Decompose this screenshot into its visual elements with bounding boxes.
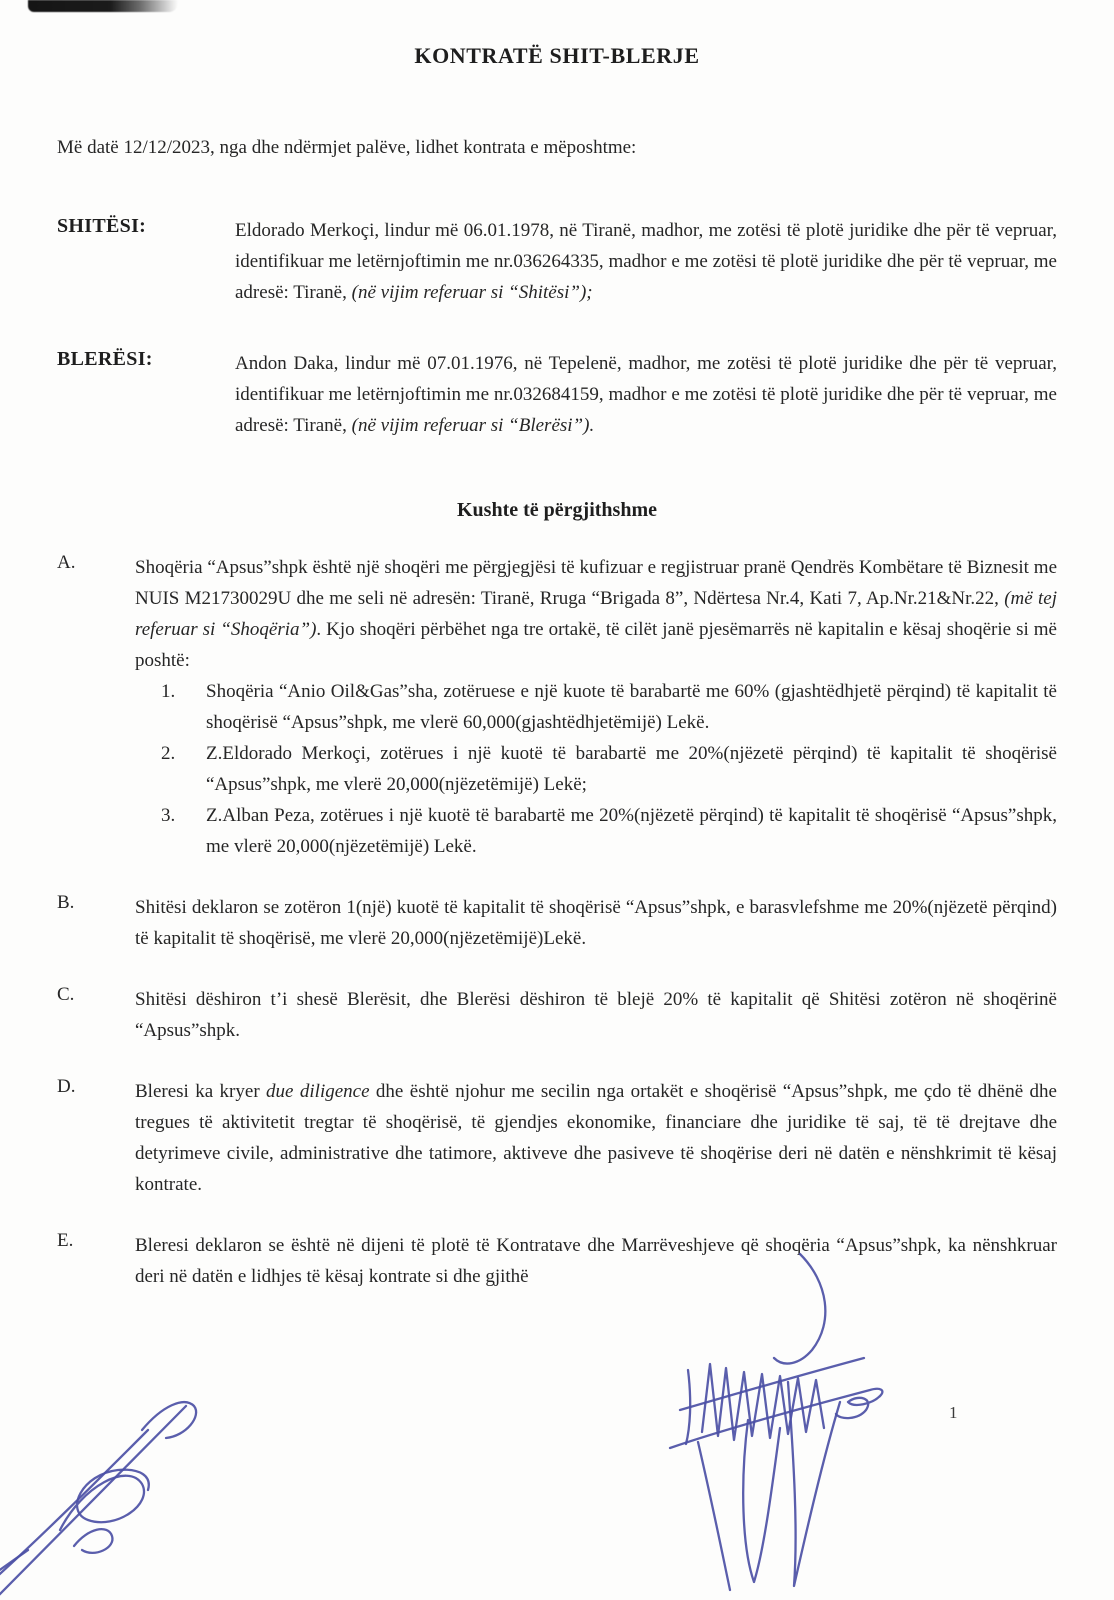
clause-d-post: dhe është njohur me secilin nga ortakët e shoqërisë “Apsus”shpk, me çdo të dhënë dhe tregues të aktivitetit tregtar të shoqërisë, të gjendjes ekonomike, financiare dhe juridike të saj, të të drejtave dhe detyrimeve civile, administrative dhe tatimore, aktiveve dhe pasiveve të shoqërise deri në datën e nënshkrimit të kësaj kontrate. bbox=[135, 1081, 1057, 1195]
clause-c-letter: C. bbox=[57, 984, 75, 1005]
clause-a-letter: A. bbox=[57, 552, 76, 573]
clause-e-body bbox=[135, 1230, 1057, 1292]
seller-label: SHITËSI: bbox=[57, 215, 147, 237]
page-number: 1 bbox=[949, 1403, 958, 1422]
shareholder-list bbox=[135, 676, 1057, 862]
clause-a-post: . Kjo shoqëri përbëhet nga tre ortakë, të cilët janë pjesëmarrës në kapitalin e kësaj shoqërie si më poshtë: bbox=[135, 619, 1057, 671]
clause-b-letter: B. bbox=[57, 892, 75, 913]
clause-c-body bbox=[135, 984, 1057, 1046]
seller-signature-ink bbox=[0, 1378, 310, 1600]
buyer-label: BLERËSI: bbox=[57, 348, 153, 370]
item-2-number: 2. bbox=[161, 743, 176, 764]
clause-d-letter: D. bbox=[57, 1076, 76, 1097]
intro-line: Më datë 12/12/2023, nga dhe ndërmjet palëve, lidhet kontrata e mëposhtme: bbox=[57, 137, 637, 158]
list-item bbox=[161, 738, 1057, 800]
clause-e-text: Bleresi deklaron se është në dijeni të plotë të Kontratave dhe Marrëveshjeve që shoqëria “Apsus”shpk, ka nënshkruar deri në datën e lidhjes të kësaj kontrate si dhe gjithë bbox=[135, 1235, 1057, 1287]
buyer-description bbox=[235, 348, 1057, 441]
clause-c-text: Shitësi dëshiron t’i shesë Blerësit, dhe Blerësi dëshiron të blejë 20% të kapitalit që Shitësi zotëron në shoqërinë “Apsus”shpk. bbox=[135, 989, 1057, 1041]
item-3-number: 3. bbox=[161, 805, 176, 826]
item-2-text: Z.Eldorado Merkoçi, zotërues i një kuotë të barabartë me 20%(njëzetë përqind) të kapitalit të shoqërisë “Apsus”shpk, me vlerë 20,000(njëzetëmijë) Lekë; bbox=[206, 743, 1057, 795]
clause-c bbox=[57, 984, 1057, 1046]
general-terms-heading: Kushte të përgjithshme bbox=[457, 499, 657, 521]
clause-a-pre: Shoqëria “Apsus”shpk është një shoqëri me përgjegjësi të kufizuar e regjistruar pranë Qendrës Kombëtare të Biznesit me NUIS M21730029U dhe me seli në adresën: Tiranë, Rruga “Brigada 8”, Ndërtesa Nr.4, Kati 7, Ap.Nr.21&Nr.22, bbox=[135, 557, 1057, 609]
party-buyer bbox=[57, 348, 1057, 441]
clause-e bbox=[57, 1230, 1057, 1292]
buyer-reference-italic: (në vijim referuar si “Blerësi”). bbox=[351, 415, 595, 436]
clause-b-body bbox=[135, 892, 1057, 954]
seller-reference-italic: (në vijim referuar si “Shitësi”); bbox=[351, 282, 593, 303]
clause-d-text bbox=[135, 1076, 1057, 1200]
clause-b bbox=[57, 892, 1057, 954]
clause-d-italic: due diligence bbox=[266, 1081, 370, 1102]
clause-a bbox=[57, 552, 1057, 862]
seller-text: Eldorado Merkoçi, lindur më 06.01.1978, në Tiranë, madhor, me zotësi të plotë juridike dhe për të vepruar, identifikuar me letërnjoftimin me nr.036264335, madhor e me zotësi të plotë juridike dhe për të vepruar, me adresë: Tiranë, bbox=[235, 220, 1057, 303]
clause-a-italic: (më tej referuar si “Shoqëria”) bbox=[135, 588, 1057, 640]
clause-b-text: Shitësi deklaron se zotëron 1(një) kuotë të kapitalit të shoqërisë “Apsus”shpk, e barasvlefshme me 20%(njëzetë përqind) të kapitalit të shoqërisë, me vlerë 20,000(njëzetëmijë)Lekë. bbox=[135, 897, 1057, 949]
party-seller bbox=[57, 215, 1057, 308]
list-item bbox=[161, 800, 1057, 862]
clause-e-letter: E. bbox=[57, 1230, 74, 1251]
clause-d-body bbox=[135, 1076, 1057, 1200]
buyer-text: Andon Daka, lindur më 07.01.1976, në Tepelenë, madhor, me zotësi të plotë juridike dhe për të vepruar, identifikuar me letërnjoftimin me nr.032684159, madhor e me zotësi të plotë juridike dhe për të vepruar, me adresë: Tiranë, bbox=[235, 353, 1057, 436]
clause-a-text bbox=[135, 552, 1057, 676]
buyer-signature-ink bbox=[652, 1252, 920, 1600]
clause-a-body bbox=[135, 552, 1057, 862]
clause-d bbox=[57, 1076, 1057, 1200]
document-title: KONTRATË SHIT-BLERJE bbox=[414, 43, 700, 68]
seller-description bbox=[235, 215, 1057, 308]
item-3-text: Z.Alban Peza, zotërues i një kuotë të barabartë me 20%(njëzetë përqind) të kapitalit të shoqërisë “Apsus”shpk, me vlerë 20,000(njëzetëmijë) Lekë. bbox=[206, 805, 1057, 857]
item-1-number: 1. bbox=[161, 681, 176, 702]
document-content bbox=[57, 0, 1057, 1292]
item-1-text: Shoqëria “Anio Oil&Gas”sha, zotëruese e një kuote të barabartë me 60% (gjashtëdhjetë përqind) të kapitalit të shoqërisë “Apsus”shpk, me vlerë 60,000(gjashtëdhjetëmijë) Lekë. bbox=[206, 681, 1057, 733]
list-item bbox=[161, 676, 1057, 738]
clause-d-pre: Bleresi ka kryer bbox=[135, 1081, 267, 1102]
